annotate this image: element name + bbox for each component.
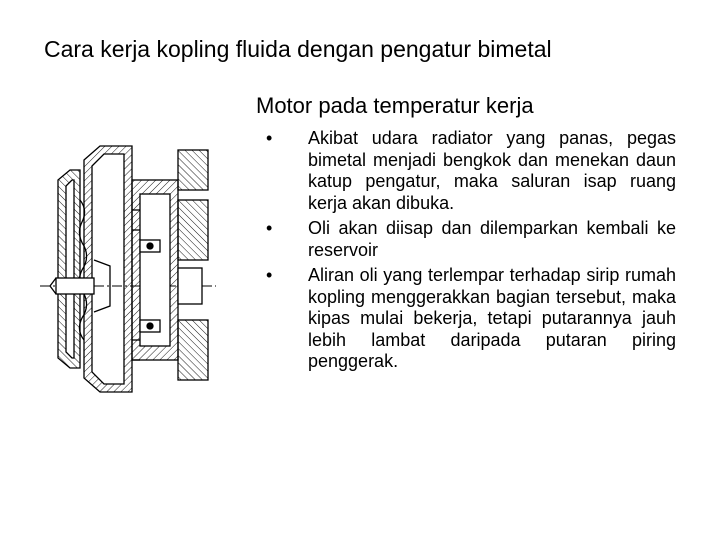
fluid-coupling-diagram-icon	[40, 140, 216, 398]
bullet-text: Oli akan diisap dan dilemparkan kembali ke reservoir	[308, 218, 676, 260]
bullet-text: Aliran oli yang terlempar terhadap sirip rumah kopling menggerakkan bagian tersebut, maka kipas mulai bekerja, tetapi putarannya jauh lebih lambat daripada putaran piring penggerak.	[308, 265, 676, 371]
slide-subtitle: Motor pada temperatur kerja	[256, 93, 534, 118]
bullet-text: Akibat udara radiator yang panas, pegas bimetal menjadi bengkok dan menekan daun katup pengatur, maka saluran isap ruang kerja akan dibuka.	[308, 128, 676, 213]
list-item	[262, 128, 676, 214]
slide-title: Cara kerja kopling fluida dengan pengatur bimetal	[44, 36, 552, 62]
list-item	[262, 265, 676, 373]
list-item	[262, 218, 676, 261]
bullet-icon: •	[266, 128, 273, 148]
bullet-icon: •	[266, 265, 273, 285]
bullet-list	[262, 128, 676, 377]
bullet-icon: •	[266, 218, 273, 238]
